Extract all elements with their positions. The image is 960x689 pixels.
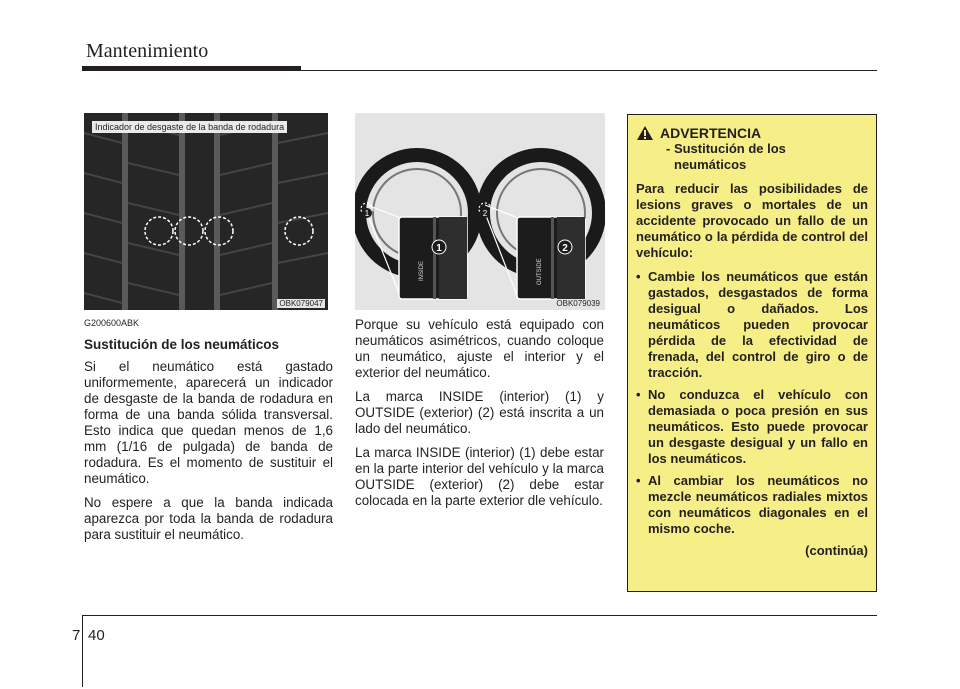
- left-text-column: [84, 315, 333, 551]
- figure-code: OBK079039: [556, 299, 600, 308]
- warning-subtitle-cont: neumáticos: [674, 157, 747, 172]
- middle-text-column: [355, 317, 604, 517]
- warning-item: • Al cambiar los neumáticos no mezcle neumáticos radiales mixtos con neumáticos diagonales en el mismo coche.: [636, 473, 868, 537]
- chapter-number: 7: [72, 627, 81, 644]
- tire-sidewall-illustration: [355, 113, 605, 310]
- paragraph: Porque su vehículo está equipado con neumáticos asimétricos, cuando coloque un neumático, ajuste el interior y el exterior del neumático.: [355, 317, 604, 380]
- paragraph: La marca INSIDE (interior) (1) debe estar en la parte interior del vehículo y la marca OUTSIDE (exterior) (2) debe estar colocada en la parte exterior dle vehículo.: [355, 445, 604, 508]
- warning-item: • Cambie los neumáticos que están gastados, desgastados de forma desigual o dañados. Los neumáticos pueden provocar pérdida de la efectividad de frenada, del control de giro o de tracción.: [636, 269, 868, 381]
- paragraph: La marca INSIDE (interior) (1) y OUTSIDE (exterior) (2) está inscrita a un lado del neumático.: [355, 389, 604, 436]
- tread-indicator-label: Indicador de desgaste de la banda de rodadura: [92, 121, 287, 133]
- warning-triangle-icon: [636, 125, 654, 141]
- warning-box: [627, 114, 877, 592]
- outside-mark-text: OUTSIDE: [537, 258, 543, 285]
- footer-divider: [82, 615, 83, 687]
- header-rule-thin: [301, 70, 877, 71]
- page-number: 40: [88, 627, 105, 644]
- warning-intro: Para reducir las posibilidades de lesions graves o mortales de un accidente provocado un fallo de un neumático o la pérdida de control del vehículo:: [636, 181, 868, 260]
- section-code: G200600ABK: [84, 318, 140, 328]
- page-header-title: Mantenimiento: [86, 40, 209, 62]
- warning-item: • No conduzca el vehículo con demasiada o poca presión en sus neumáticos. Esto puede provocar un desgaste desigual y un fallo en los neumáticos.: [636, 387, 868, 467]
- tread-wear-figure: [84, 113, 328, 310]
- header-rule-thick: [82, 66, 301, 71]
- figure-code: OBK079047: [279, 299, 323, 308]
- warning-subtitle: - Sustitución de los: [666, 141, 786, 156]
- warning-list: [636, 269, 868, 537]
- mark-number: 2: [562, 243, 568, 254]
- paragraph: Si el neumático está gastado uniformemente, aparecerá un indicador de desgaste de la banda de rodadura en forma de una banda sólida transversal. Esto indica que quedan menos de 1,6 mm (1/16 de pulgada) de banda de rodadura. Es el momento de sustituir el neumático.: [84, 359, 333, 486]
- inside-mark-text: INSIDE: [419, 260, 425, 281]
- mark-number: 2: [482, 209, 488, 218]
- tire-tread-illustration: [84, 113, 328, 310]
- inside-outside-figure: [355, 113, 605, 310]
- continued-label: (continúa): [805, 543, 868, 558]
- warning-title: ADVERTENCIA: [660, 125, 762, 141]
- paragraph: No espere a que la banda indicada aparezca por toda la banda de rodadura para sustituir el neumático.: [84, 495, 333, 542]
- mark-number: 1: [436, 243, 442, 254]
- mark-number: 1: [364, 209, 370, 218]
- section-heading: Sustitución de los neumáticos: [84, 337, 280, 352]
- footer-rule: [82, 615, 877, 616]
